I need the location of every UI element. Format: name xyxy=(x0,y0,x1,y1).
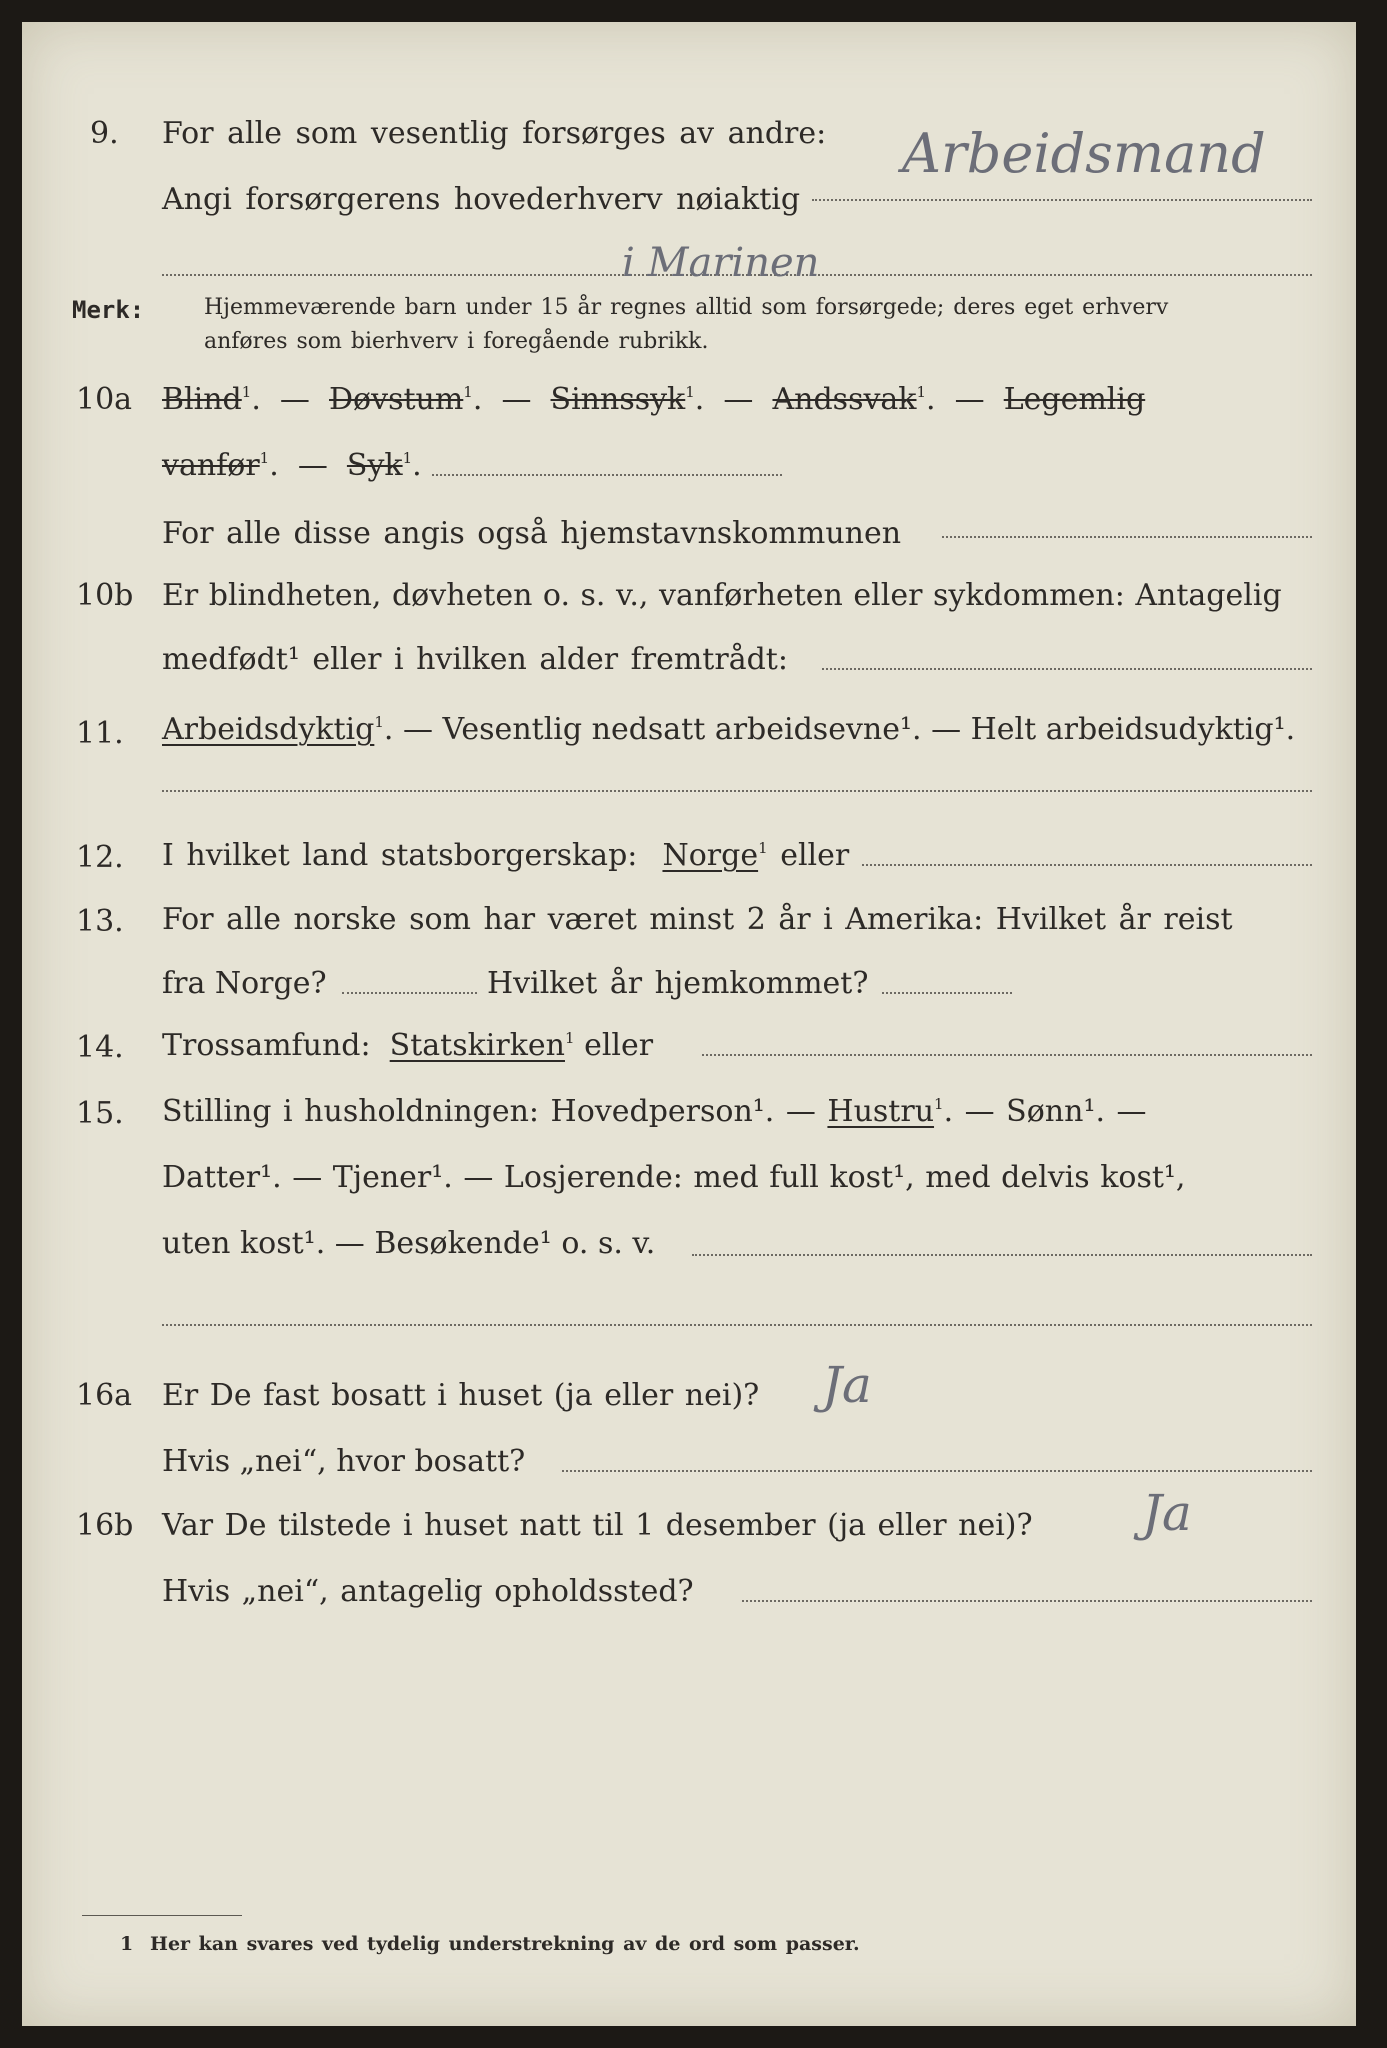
q16a-answer-line[interactable] xyxy=(562,1470,1312,1472)
q11-rest: . — Vesentlig nedsatt arbeidsevne¹. — Helt arbeidsudyktig¹. xyxy=(383,712,1296,747)
option-blind[interactable]: Blind xyxy=(162,382,242,417)
q10b-answer-line[interactable] xyxy=(822,668,1312,670)
q14-number: 14. xyxy=(76,1030,124,1065)
option-arbeidsdyktig[interactable]: Arbeidsdyktig xyxy=(162,712,375,747)
option-legemlig[interactable]: Legemlig xyxy=(1003,382,1146,417)
q13-number: 13. xyxy=(76,904,124,939)
option-hustru[interactable]: Hustru xyxy=(827,1094,935,1129)
q10a-line3: For alle disse angis også hjemstavnskommunen xyxy=(162,516,902,551)
q14-line: Trossamfund: Statskirken$^1$ eller xyxy=(162,1028,654,1063)
q16a-number: 16a xyxy=(76,1378,133,1413)
merk-line1: Hjemmeværende barn under 15 år regnes alltid som forsørgede; deres eget erhverv xyxy=(204,295,1169,320)
q16a-line1: Er De fast bosatt i huset (ja eller nei)? xyxy=(162,1378,760,1413)
q16a-line2: Hvis „nei“, hvor bosatt? xyxy=(162,1444,526,1479)
q16b-answer-line[interactable] xyxy=(742,1600,1312,1602)
q12-number: 12. xyxy=(76,840,124,875)
q15-number: 15. xyxy=(76,1096,124,1131)
option-andssvak[interactable]: Andssvak xyxy=(772,382,917,417)
q12-answer-line[interactable] xyxy=(862,864,1312,866)
q11-line: Arbeidsdyktig$^1$. — Vesentlig nedsatt arbeidsevne¹. — Helt arbeidsudyktig¹. xyxy=(162,712,1296,747)
q13-line2b: Hvilket år hjemkommet? xyxy=(487,966,869,1001)
option-sinnssyk[interactable]: Sinnssyk xyxy=(550,382,686,417)
q15-line1: Stilling i husholdningen: Hovedperson¹. — Hustru$^1$. — Sønn¹. — xyxy=(162,1094,1147,1129)
form-sheet xyxy=(22,22,1356,2026)
footnote-mark: 1 xyxy=(120,1933,134,1955)
q16b-line2: Hvis „nei“, antagelig opholdssted? xyxy=(162,1574,694,1609)
q13-line2a: fra Norge? xyxy=(162,966,327,1001)
merk-label: Merk: xyxy=(72,296,145,324)
q10b-number: 10b xyxy=(76,578,134,613)
q13-reist-line[interactable] xyxy=(342,992,477,994)
q9-answer-line1[interactable] xyxy=(812,199,1312,201)
q11-answer-line[interactable] xyxy=(162,790,1312,792)
q10a-hjemstavn-line[interactable] xyxy=(942,536,1312,538)
q16b-handwritten-answer: Ja xyxy=(1142,1484,1192,1542)
q11-number: 11. xyxy=(76,716,124,751)
q10a-number: 10a xyxy=(76,382,133,417)
q13-line1: For alle norske som har været minst 2 år i Amerika: Hvilket år reist xyxy=(162,902,1233,937)
option-norge[interactable]: Norge xyxy=(662,838,759,873)
merk-line2: anføres som bierhverv i foregående rubrikk. xyxy=(204,329,709,354)
q15-answer-line1[interactable] xyxy=(692,1254,1312,1256)
footnote-rule xyxy=(82,1915,242,1916)
q16b-number: 16b xyxy=(76,1508,134,1543)
option-vanfor[interactable]: vanfør xyxy=(162,448,260,483)
footnote-text: Her kan svares ved tydelig understrekning av de ord som passer. xyxy=(150,1933,860,1955)
q9-handwritten-occupation: Arbeidsmand xyxy=(902,122,1266,185)
q12-line: I hvilket land statsborgerskap: Norge$^1$ eller xyxy=(162,838,850,873)
q10a-line2: vanfør$^1$. — Syk$^1$. xyxy=(162,448,422,483)
q15-line3: uten kost¹. — Besøkende¹ o. s. v. xyxy=(162,1226,656,1261)
q9-number: 9. xyxy=(90,116,119,151)
q9-handwritten-workplace: i Marinen xyxy=(622,240,820,286)
q9-line2: Angi forsørgerens hovederhverv nøiaktig xyxy=(162,182,801,217)
q13-hjemkommet-line[interactable] xyxy=(882,992,1012,994)
q16a-handwritten-answer: Ja xyxy=(822,1356,872,1414)
q10b-line1: Er blindheten, døvheten o. s. v., vanførheten eller sykdommen: Antagelig xyxy=(162,578,1282,613)
q16b-line1: Var De tilstede i huset natt til 1 desember (ja eller nei)? xyxy=(162,1508,1033,1543)
option-statskirken[interactable]: Statskirken xyxy=(389,1028,565,1063)
q9-line1: For alle som vesentlig forsørges av andre: xyxy=(162,116,827,151)
q15-answer-line2[interactable] xyxy=(162,1324,1312,1326)
q10a-answer-line[interactable] xyxy=(432,474,782,476)
q10a-line1: Blind$^1$. — Døvstum$^1$. — Sinnssyk$^1$. — Andssvak$^1$. — Legemlig xyxy=(162,382,1146,417)
q15-line2: Datter¹. — Tjener¹. — Losjerende: med full kost¹, med delvis kost¹, xyxy=(162,1160,1186,1195)
q10b-line2: medfødt¹ eller i hvilken alder fremtrådt: xyxy=(162,642,788,677)
option-dovstum[interactable]: Døvstum xyxy=(329,382,464,417)
q14-answer-line[interactable] xyxy=(702,1054,1312,1056)
option-syk[interactable]: Syk xyxy=(346,448,403,483)
